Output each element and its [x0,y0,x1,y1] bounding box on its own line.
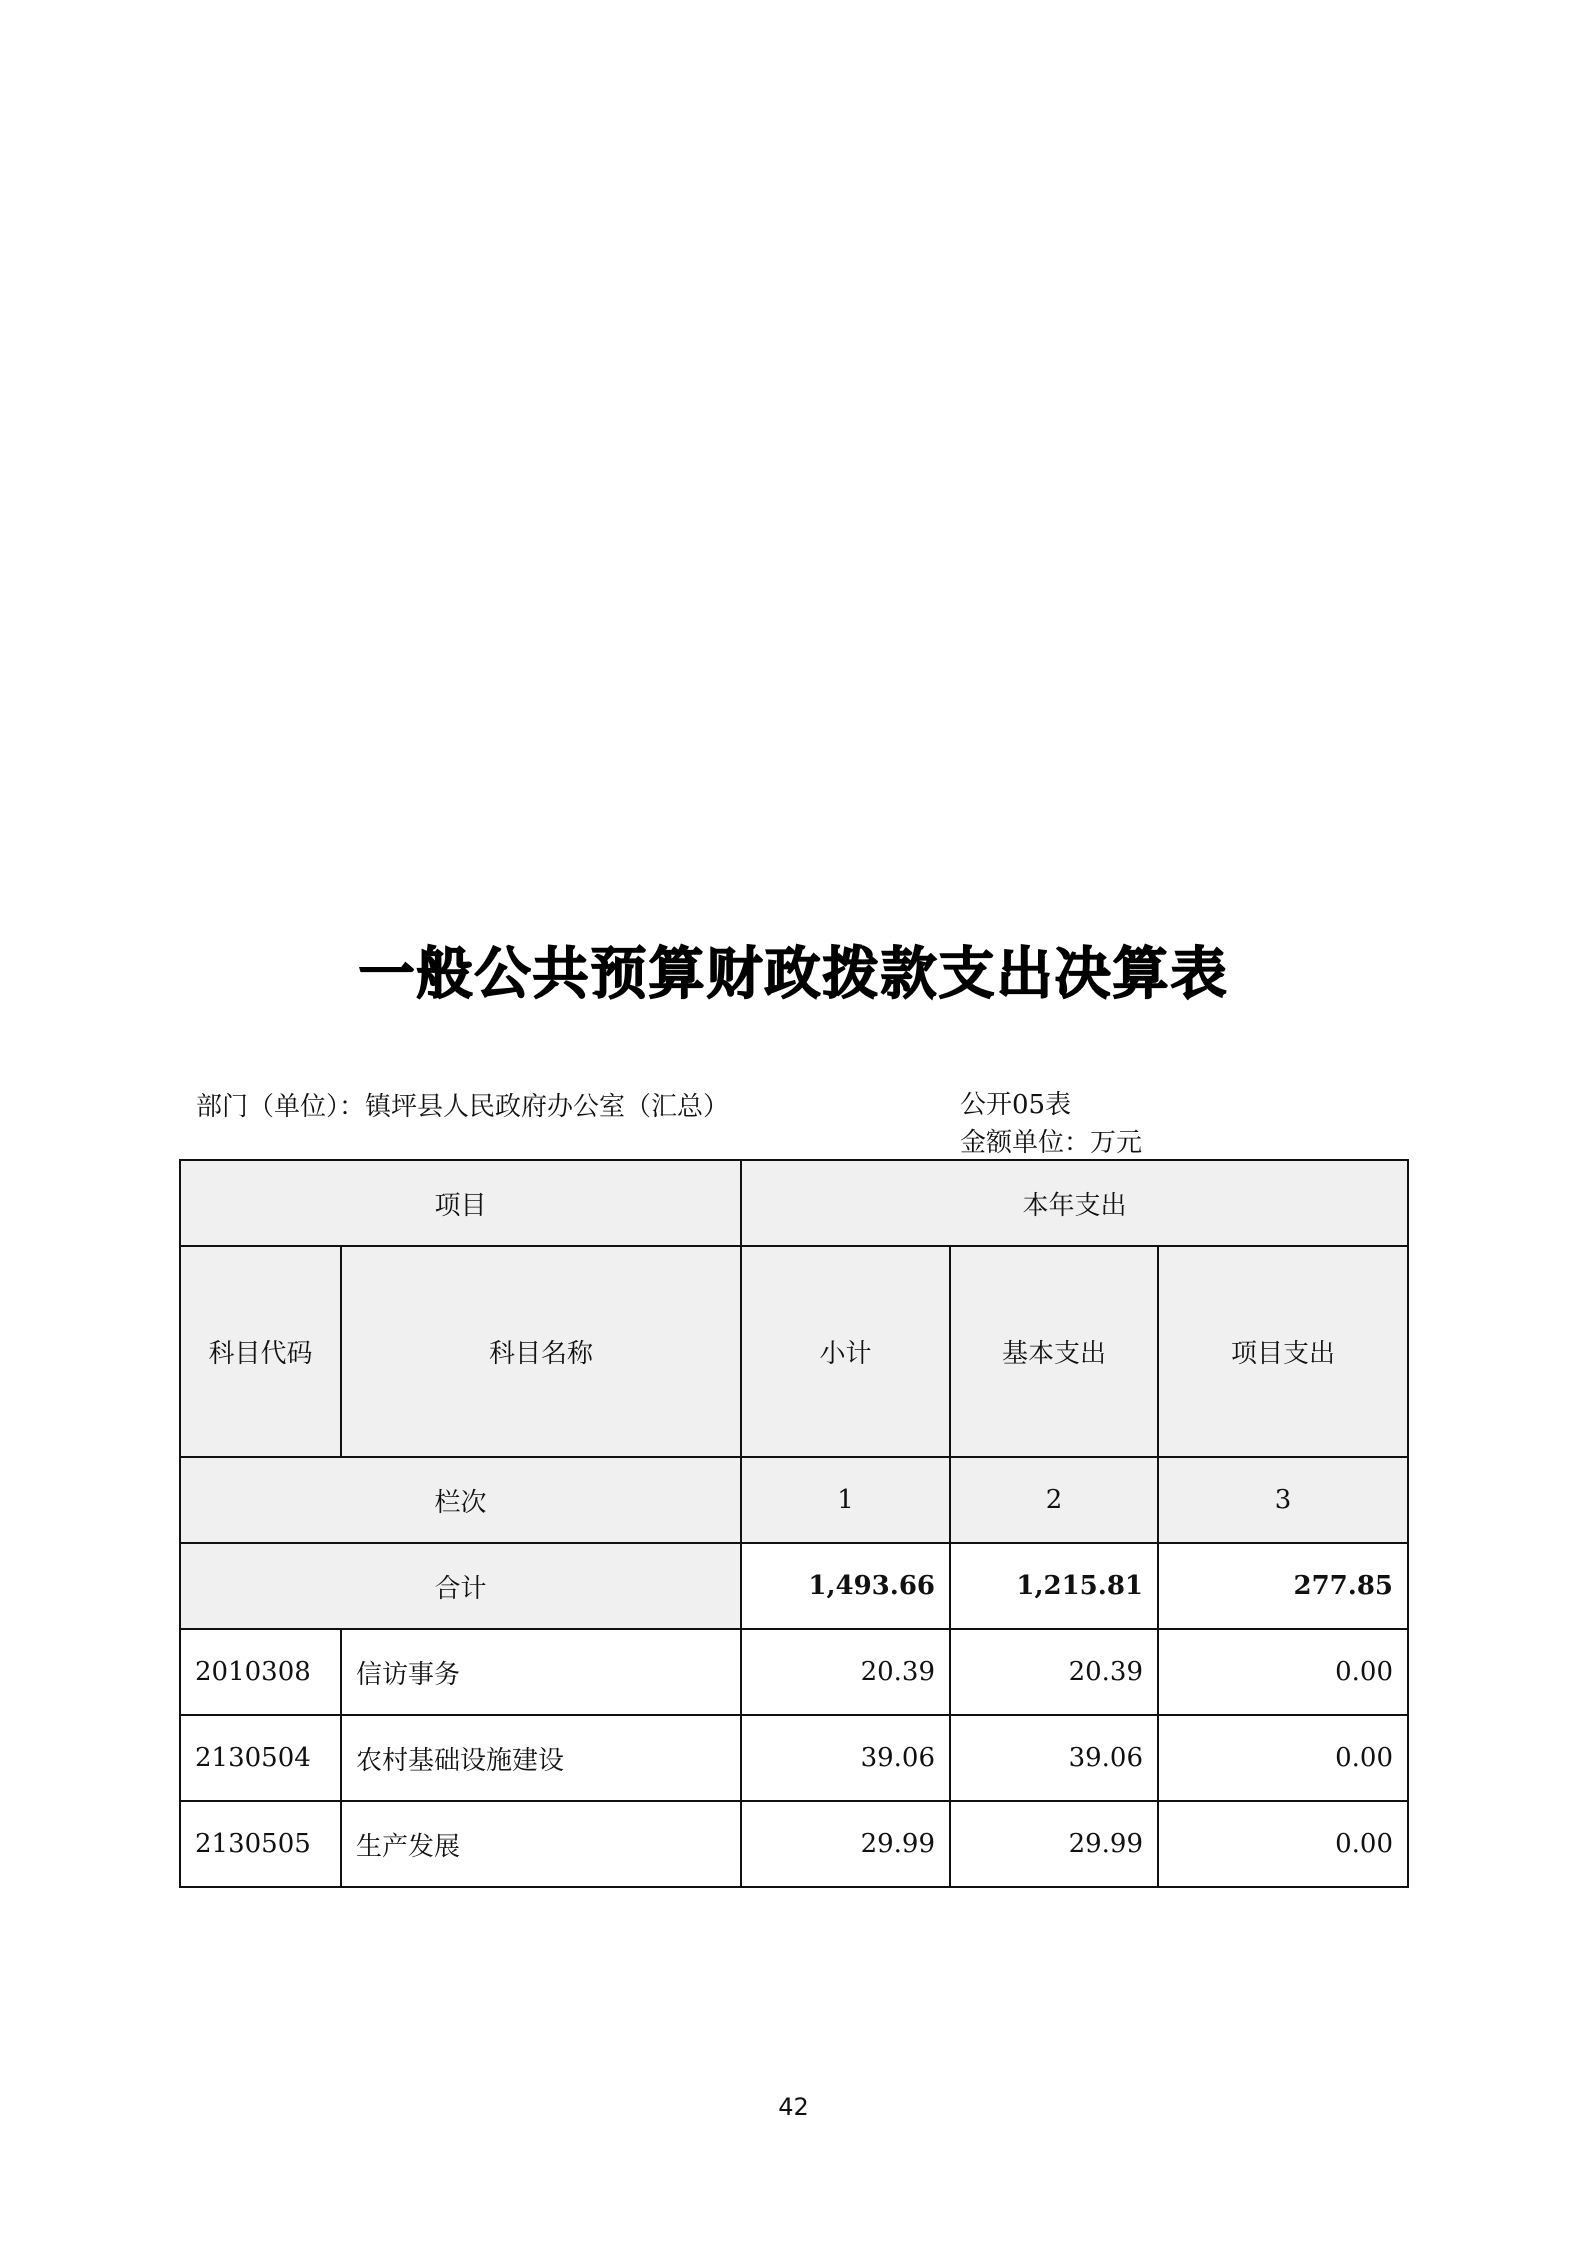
row-project: 0.00 [1158,1629,1408,1715]
header-row-columns [180,1246,1408,1457]
row-name: 信访事务 [341,1629,741,1715]
total-basic: 1,215.81 [950,1543,1158,1629]
header-current-year: 本年支出 [741,1160,1408,1246]
row-code: 2130504 [180,1715,341,1801]
page-title: 一般公共预算财政拨款支出决算表 [358,942,1229,1007]
total-label: 合计 [180,1543,741,1629]
row-basic: 20.39 [950,1629,1158,1715]
col-basic-header: 基本支出 [950,1246,1158,1457]
index-3: 3 [1158,1457,1408,1543]
col-name-header: 科目名称 [341,1246,741,1457]
department-label: 部门（单位）：镇坪县人民政府办公室（汇总） [196,1092,730,1122]
row-name: 农村基础设施建设 [341,1715,741,1801]
row-subtotal: 29.99 [741,1801,950,1887]
page-number: 42 [778,2093,809,2121]
row-basic: 29.99 [950,1801,1158,1887]
table-row [180,1629,1408,1715]
total-project: 277.85 [1158,1543,1408,1629]
index-label: 栏次 [180,1457,741,1543]
row-code: 2130505 [180,1801,341,1887]
row-subtotal: 20.39 [741,1629,950,1715]
amount-unit: 金额单位：万元 [960,1128,1143,1158]
index-row [180,1457,1408,1543]
table-row [180,1801,1408,1887]
total-row [180,1543,1408,1629]
form-number: 公开05表 [960,1090,1072,1120]
total-subtotal: 1,493.66 [741,1543,950,1629]
table-row [180,1715,1408,1801]
row-project: 0.00 [1158,1715,1408,1801]
budget-table [179,1159,1409,1888]
index-1: 1 [741,1457,950,1543]
col-project-header: 项目支出 [1158,1246,1408,1457]
index-2: 2 [950,1457,1158,1543]
header-item: 项目 [180,1160,741,1246]
col-subtotal-header: 小计 [741,1246,950,1457]
row-basic: 39.06 [950,1715,1158,1801]
row-name: 生产发展 [341,1801,741,1887]
row-project: 0.00 [1158,1801,1408,1887]
col-code-header: 科目代码 [180,1246,341,1457]
form-meta [960,1086,1142,1162]
row-code: 2010308 [180,1629,341,1715]
row-subtotal: 39.06 [741,1715,950,1801]
header-row-top [180,1160,1408,1246]
